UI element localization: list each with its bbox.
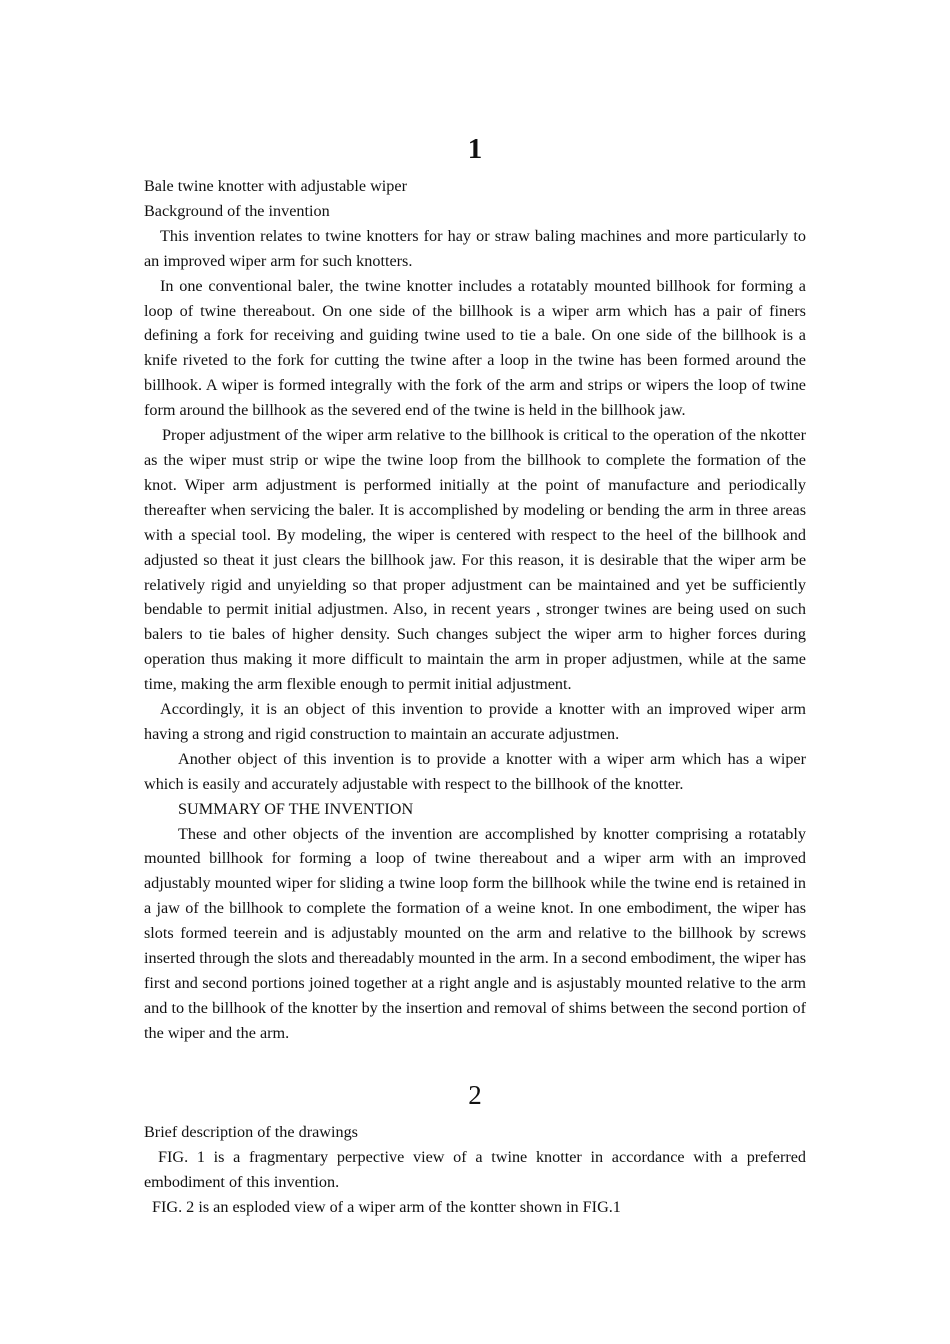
page-2-body (144, 1120, 806, 1220)
section-heading-drawings: Brief description of the drawings (144, 1123, 358, 1141)
paragraph-summary: These and other objects of the invention are accomplished by knotter comprising a rotatably mounted billhook for forming a loop of twine thereabout and a wiper arm with an improved adjustably mounted wiper for sliding a twine loop form the billhook while the twine end is retained in a jaw of the billhook to complete the formation of a weine knot. In one embodiment, the wiper has slots formed teerein and is adjustably mounted on the arm and relative to the billhook by screws inserted through the slots and thereadably mounted in the arm. In a second embodiment, the wiper has first and second portions joined together at a right angle and is asjustably mounted relative to the arm and to the billhook of the knotter by the insertion and removal of shims between the second portion of the wiper and the arm. (144, 824, 806, 1042)
paragraph-intro: This invention relates to twine knotters for hay or straw baling machines and more particularly to an improved wiper arm for such knotters. (144, 226, 806, 270)
page-number-2: 2 (468, 1080, 482, 1110)
paragraph-fig-1: FIG. 1 is a fragmentary perpective view of a twine knotter in accordance with a preferred embodiment of this invention. (144, 1147, 806, 1191)
page-number-1: 1 (467, 133, 483, 165)
paragraph-conventional-baler: In one conventional baler, the twine knotter includes a rotatably mounted billhook for forming a loop of twine thereabout. On one side of the billhook is a wiper arm which has a pair of finers defining a fork for receiving and guiding twine used to tie a bale. On one side of the billhook is a knife riveted to the fork for cutting the twine after a loop in the twine has been formed around the billhook. A wiper is formed integrally with the fork of the arm and strips or wipers the loop of twine form around the billhook as the severed end of the twine is held in the billhook jaw. (144, 276, 806, 420)
paragraph-object-2: Another object of this invention is to provide a knotter with a wiper arm which has a wiper which is easily and accurately adjustable with respect to the billhook of the knotter. (144, 749, 806, 793)
summary-heading: SUMMARY OF THE INVENTION (178, 799, 414, 818)
section-heading-background: Background of the invention (144, 201, 330, 220)
page-1-body (144, 174, 806, 1046)
paragraph-adjustment: Proper adjustment of the wiper arm relative to the billhook is critical to the operation of the nkotter as the wiper must strip or wipe the twine loop from the billhook to complete the formation of the knot. Wiper arm adjustment is performed initially at the point of manufacture and periodically thereafter when servicing the baler. It is accomplished by modeling or bending the arm in three areas with a special tool. By modeling, the wiper is centered with respect to the heel of the billhook and adjusted so theat it just clears the billhook jaw. For this reason, it is desirable that the wiper arm be relatively rigid and unyielding so that proper adjustment can be maintained and yet be sufficiently bendable to permit initial adjustmen. Also, in recent years , stronger twines are being used on such balers to tie bales of higher density. Such changes subject the wiper arm to higher forces during operation thus making it more difficult to maintain the arm in proper adjustmen, while at the same time, making the arm flexible enough to permit initial adjustment. (144, 426, 806, 694)
document-title: Bale twine knotter with adjustable wiper (144, 177, 407, 195)
paragraph-fig-2: FIG. 2 is an esploded view of a wiper arm of the kontter shown in FIG.1 (152, 1197, 621, 1216)
paragraph-object-1: Accordingly, it is an object of this invention to provide a knotter with an improved wiper arm having a strong and rigid construction to maintain an accurate adjustmen. (144, 700, 806, 743)
